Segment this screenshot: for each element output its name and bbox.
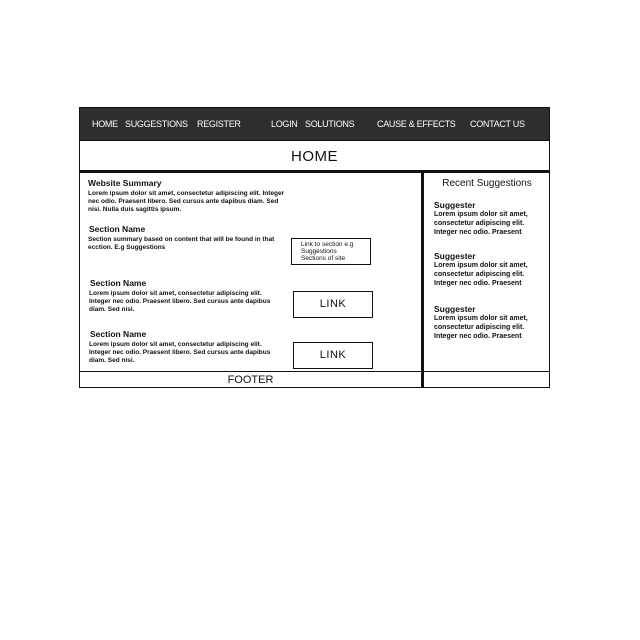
recent-suggestions-panel (424, 173, 550, 372)
nav-contact-us[interactable]: CONTACT US (470, 119, 525, 129)
footer-label: FOOTER (227, 374, 274, 386)
suggester-1-name: Suggester (434, 200, 476, 210)
section-1-link-line-1: Link to section e.g (301, 241, 354, 248)
footer-sidebar-cell (423, 371, 550, 388)
nav-cause-effects[interactable]: CAUSE & EFFECTS (377, 119, 456, 129)
nav-solutions[interactable]: SOLUTIONS (305, 119, 355, 129)
section-2-link-label: LINK (319, 298, 347, 310)
summary-text: Lorem ipsum dolor sit amet, consectetur adipiscing elit. Integer nec odio. Praesent libero. Sed cursus ante dapibus diam. Sed nisi. Nulla duis sagittis ipsum. (88, 190, 285, 213)
section-1-heading: Section Name (89, 224, 146, 234)
nav-login[interactable]: LOGIN (271, 119, 298, 129)
main-content (79, 173, 421, 372)
page-title: HOME (291, 148, 338, 165)
sidebar-title: Recent Suggestions (442, 178, 532, 189)
section-3-text: Lorem ipsum dolor sit amet, consectetur adipiscing elit. Integer nec odio. Praesent libero. Sed cursus ante dapibus diam. Sed nisi. (89, 341, 271, 364)
section-3-link-label: LINK (319, 349, 347, 361)
suggester-2-text: Lorem ipsum dolor sit amet, consectetur adipiscing elit. Integer nec odio. Praesent (434, 262, 528, 287)
top-nav (79, 107, 550, 141)
wireframe (79, 107, 550, 388)
suggester-1-text: Lorem ipsum dolor sit amet, consectetur adipiscing elit. Integer nec odio. Praesent (434, 211, 528, 236)
section-3-link-button[interactable] (293, 342, 373, 369)
suggester-3-name: Suggester (434, 304, 476, 314)
nav-suggestions[interactable]: SUGGESTIONS (125, 119, 188, 129)
footer (79, 371, 422, 388)
nav-register[interactable]: REGISTER (197, 119, 241, 129)
summary-heading: Website Summary (88, 178, 162, 188)
section-2-text: Lorem ipsum dolor sit amet, consectetur adipiscing elit. Integer nec odio. Praesent libero. Sed cursus ante dapibus diam. Sed nisi. (89, 290, 271, 313)
section-1-link-line-3: Sections of site (301, 255, 346, 262)
section-1-link[interactable] (291, 238, 371, 265)
nav-home[interactable]: HOME (92, 119, 118, 129)
suggester-3-text: Lorem ipsum dolor sit amet, consectetur adipiscing elit. Integer nec odio. Praesent (434, 315, 528, 340)
section-3-heading: Section Name (90, 329, 147, 339)
section-1-text: Section summary based on content that will be found in that ecction. E.g Suggestions (88, 236, 275, 251)
title-bar (79, 141, 550, 172)
section-1-link-line-2: Suggestions (301, 248, 337, 255)
section-2-heading: Section Name (90, 278, 147, 288)
section-2-link-button[interactable] (293, 291, 373, 318)
suggester-2-name: Suggester (434, 251, 476, 261)
